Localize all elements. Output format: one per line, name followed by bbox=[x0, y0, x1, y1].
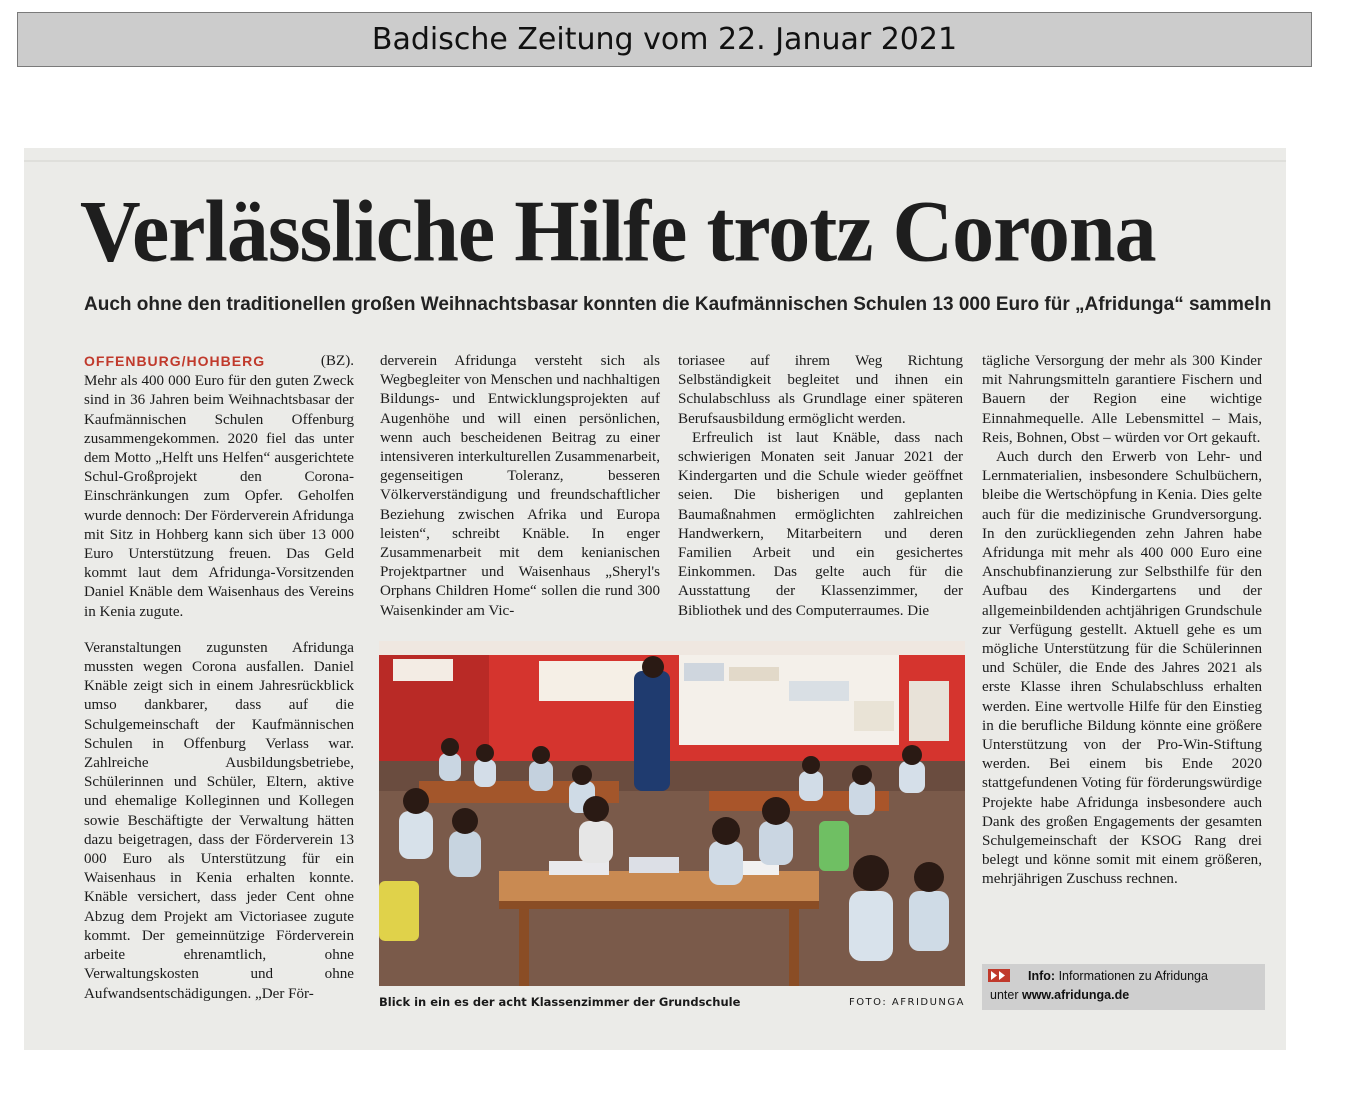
classroom-illustration bbox=[379, 641, 965, 986]
dateline-agency: (BZ). bbox=[320, 353, 354, 369]
article-column-2 bbox=[380, 352, 660, 622]
clipping-source-title: Badische Zeitung vom 22. Januar 2021 bbox=[17, 12, 1312, 67]
headline: Verlässliche Hilfe trotz Corona bbox=[80, 182, 1156, 281]
article-column-4 bbox=[982, 352, 1262, 1042]
photo-credit: FOTO: AFRIDUNGA bbox=[848, 996, 965, 1008]
paragraph: tägliche Versorgung der mehr als 300 Kinder mit Nahrungsmitteln garantiere Fischern und Bauern der Region eine wichtige Einnahmequelle. Alle Lebensmittel – Mais, Reis, Bohnen, Obst – würden vor Ort gekauft. bbox=[982, 353, 1262, 446]
paragraph: Auch durch den Erwerb von Lehr- und Lernmaterialien, insbesondere Schulbüchern, bleibe die Wertschöpfung in Kenia. Dies gelte auch für die medizinische Grundversorgung. In den zurückliegenden zehn Jahren habe Afridunga mit mehr als 400 000 Euro eine Anschubfinanzierung zur Selbsthilfe für den Aufbau des Kindergartens und der allgemeinbildenden achtjährigen Grundschule zur Verfügung gestellt. Aktuell gehe es um mögliche Unterstützung für die Schülerinnen und Schüler, die Ende des Jahres 2021 als erste Klasse ihren Schulabschluss erhalten werden. Eine wertvolle Hilfe für den Einstieg in die berufliche Bildung könnte eine größere Unterstützung von der Pro-Win-Stiftung werden. Bei einem bis Ende 2020 stattgefundenen Voting für förderungswürdige Projekte habe Afridunga insbesondere auch Dank des großen Engagements der gesamten Schulgemeinschaft der KSOG Rang drei belegt und könne somit mit einem größeren, mehrjährigen Zuschuss rechnen. bbox=[982, 449, 1262, 888]
dateline: OFFENBURG/HOHBERG bbox=[84, 353, 266, 369]
paragraph: Veranstaltungen zugunsten Afridunga mussten wegen Corona ausfallen. Daniel Knäble zeigt sich in einem Jahresrückblick umso dankbarer, dass auf die Schulgemeinschaft der Kaufmännischen Schulen in Offenburg Verlass war. Zahlreiche Ausbildungsbetriebe, Schülerinnen und Schüler, Eltern, aktive und ehemalige Kolleginnen und Kollegen sowie Beschäftigte der Verwaltung hätten dazu beigetragen, dass der Förderverein 13 000 Euro als Unterstützung für ein Waisenhaus in Kenia erhalten konnte. Knäble versichert, dass jeder Cent ohne Abzug dem Projekt am Victoriasee zugute kommt. Der gemeinnützige Förderverein arbeite ehrenamtlich, ohne Verwaltungskosten und ohne Aufwandsentschädigungen. „Der För- bbox=[84, 639, 354, 1002]
paragraph: toriasee auf ihrem Weg Richtung Selbständigkeit begleitet und ihnen ein Schulabschluss als Grundlage einer späteren Berufsausbildung ermöglicht werden. bbox=[678, 353, 963, 427]
paragraph: derverein Afridunga versteht sich als Wegbegleiter von Menschen und nachhaltigen Bildungs- und Entwicklungsprojekten auf Augenhöhe und will einen persönlichen, wenn auch bescheidenen Beitrag zu einer intensiveren interkulturellen Zusammenarbeit, gegenseitigen Toleranz, besseren Völkerverständigung und freundschaftlicher Beziehung zwischen Afrika und Europa leisten“, schreibt Knäble. In enger Zusammenarbeit mit dem kenianischen Projektpartner und Waisenhaus „Sheryl's Orphans Children Home“ sollen die rund 300 Waisenkinder am Vic- bbox=[380, 353, 660, 619]
paragraph: OFFENBURG/HOHBERG (BZ). Mehr als 400 000 Euro für den guten Zweck sind in 36 Jahren beim Weihnachtsbasar der Kaufmännischen Schulen Offenburg zusammengekommen. 2020 fiel das unter dem Motto „Helft uns Helfen“ ausgerichtete Schul-Großprojekt den Corona-Einschränkungen zum Opfer. Geholfen wurde dennoch: Der Förderverein Afridunga mit Sitz in Hohberg kann sich über 13 000 Euro Unterstützung freuen. Das Geld kommt laut dem Afridunga-Vorsitzenden Daniel Knäble dem Waisenhaus des Vereins in Kenia zugute. bbox=[84, 353, 354, 620]
newspaper-clipping bbox=[24, 148, 1286, 1050]
article-column-1 bbox=[84, 352, 354, 1042]
classroom-photo bbox=[379, 641, 965, 986]
subheadline: Auch ohne den traditionellen großen Weihnachtsbasar konnten die Kaufmännischen Schulen 13 000 Euro für „Afridunga“ sammeln bbox=[84, 294, 1272, 315]
info-url-link[interactable]: www.afridunga.de bbox=[1021, 988, 1130, 1002]
info-line: Info: Informationen zu Afridunga bbox=[1028, 969, 1208, 983]
info-box bbox=[982, 964, 1265, 1010]
paragraph: Erfreulich ist laut Knäble, dass nach schwierigen Monaten seit Januar 2021 der Kindergarten und die Schule wieder geöffnet seien. Die bisherigen und geplanten Baumaßnahmen ermöglichten zahlreichen Handwerkern, Mitarbeitern und deren Familien Arbeit und ein gesichertes Einkommen. Das gelte auch für die Ausstattung der Klassenzimmer, der Bibliothek und des Computerraumes. Die bbox=[678, 429, 963, 619]
photo-caption: Blick in ein es der acht Klassenzimmer der Grundschule bbox=[379, 995, 741, 1009]
article-column-3 bbox=[678, 352, 963, 622]
bleed-through-text bbox=[24, 148, 1286, 172]
info-url-line: unter www.afridunga.de bbox=[990, 988, 1130, 1002]
double-arrow-icon bbox=[988, 969, 1010, 982]
photo-caption-row bbox=[379, 993, 965, 1011]
